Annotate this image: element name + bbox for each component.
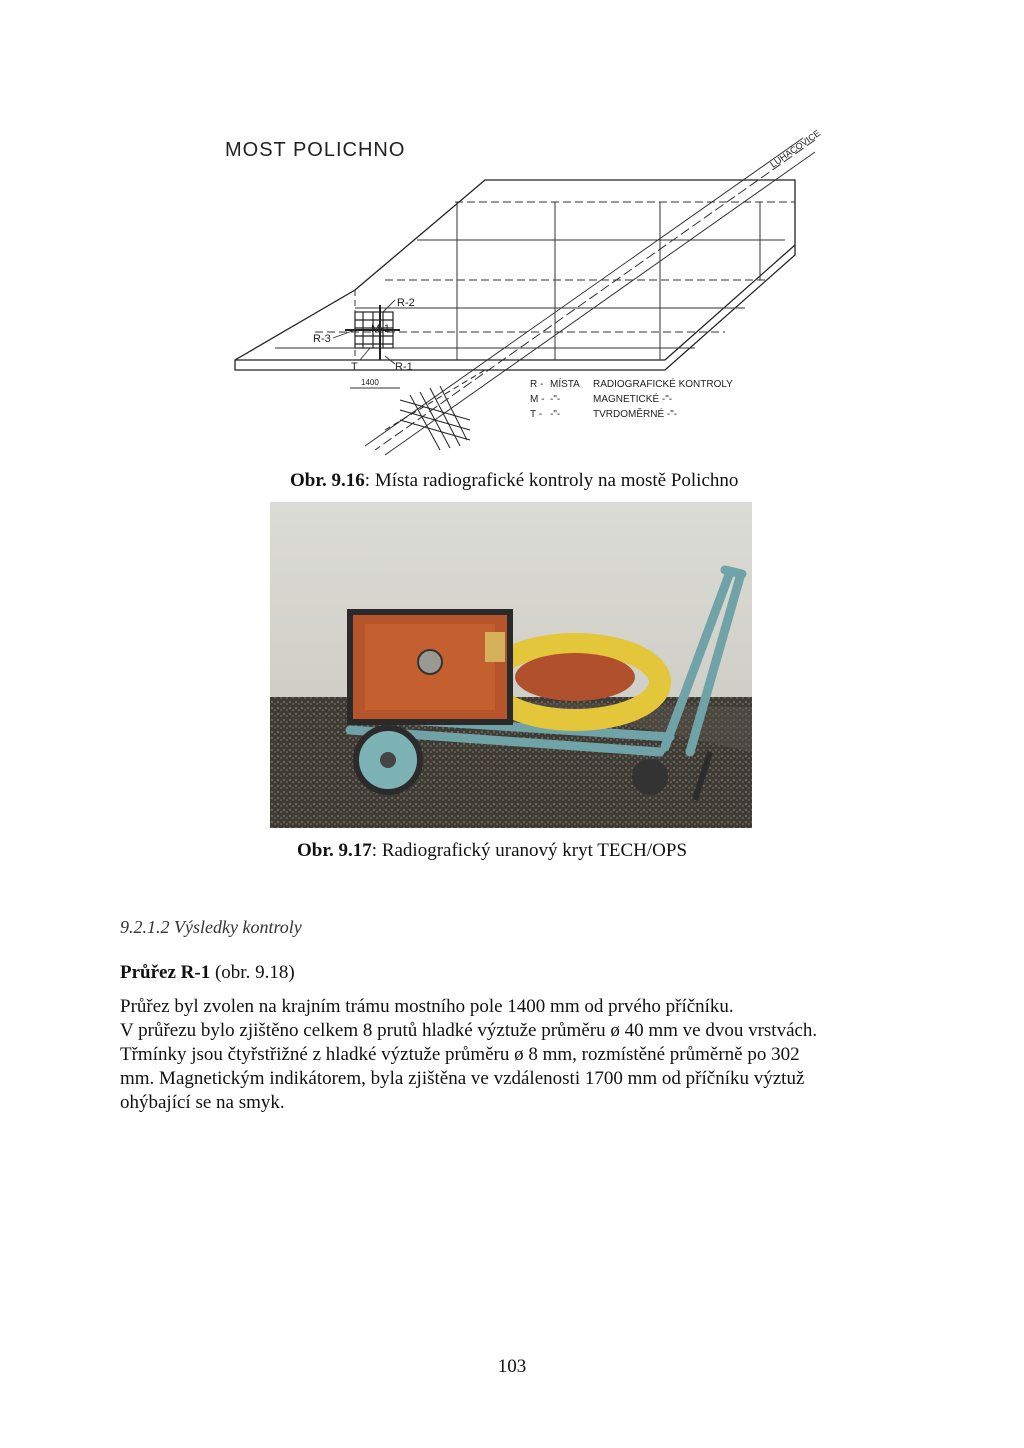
paragraph-line: Třmínky jsou čtyřstřižné z hladké výztuže průměru ø 8 mm, rozmístěné průměrně po 302 [120,1044,800,1065]
diagram-legend [530,377,733,420]
label-r1: R-1 [395,361,413,373]
paragraph-line: mm. Magnetickým indikátorem, byla zjištěna ve vzdálenosti 1700 mm od příčníku výztuž [120,1068,805,1089]
subsection-heading [120,962,295,984]
label-r3: R-3 [313,333,331,345]
caption-number: Obr. 9.17 [297,840,372,861]
diagram-title: MOST POLICHNO [225,139,406,161]
legend-desc: -"- [550,409,561,420]
legend-desc: -"- [550,394,561,405]
girder-grid [275,202,795,360]
bridge-diagram [195,120,823,460]
section-heading: 9.2.1.2 Výsledky kontroly [120,917,302,937]
subheading-bold: Průřez R-1 [120,962,211,983]
road-label: LUHAČOVICE [768,127,823,170]
page-number: 103 [497,1356,527,1377]
caption-text: : Místa radiografické kontroly na mostě Polichno [364,470,739,491]
paragraph-line: ohýbající se na smyk. [120,1092,285,1113]
paragraph-line: V průřezu bylo zjištěno celkem 8 prutů hladké výztuže průměru ø 40 mm ve dvou vrstvách. [120,1020,818,1041]
paragraph-line: Průřez byl zvolen na krajním trámu mostního pole 1400 mm od prvého příčníku. [120,996,734,1017]
photo-illustration [270,502,752,828]
legend-desc: MÍSTA [550,379,580,390]
label-dimension: 1400 [361,378,379,387]
legend-extra: MAGNETICKÉ -"- [593,394,673,405]
figure-caption-9-17 [297,840,687,862]
caption-number: Obr. 9.16 [290,470,365,491]
label-t: T [351,361,358,373]
legend-code: T - [530,409,543,420]
legend-code: M - [530,394,545,405]
subheading-rest: (obr. 9.18) [210,962,295,983]
label-r2: R-2 [397,297,415,309]
caption-text: : Radiografický uranový kryt TECH/OPS [371,840,688,861]
label-m1: M-1 [371,323,390,335]
device-photo [270,502,752,828]
body-paragraph [120,995,900,1115]
legend-extra: TVRDOMĚRNÉ -"- [593,409,678,420]
legend-code: R - [530,379,544,390]
figure-caption-9-16 [290,470,738,492]
legend-extra: RADIOGRAFICKÉ KONTROLY [593,379,733,390]
pier-sketch [385,370,485,450]
